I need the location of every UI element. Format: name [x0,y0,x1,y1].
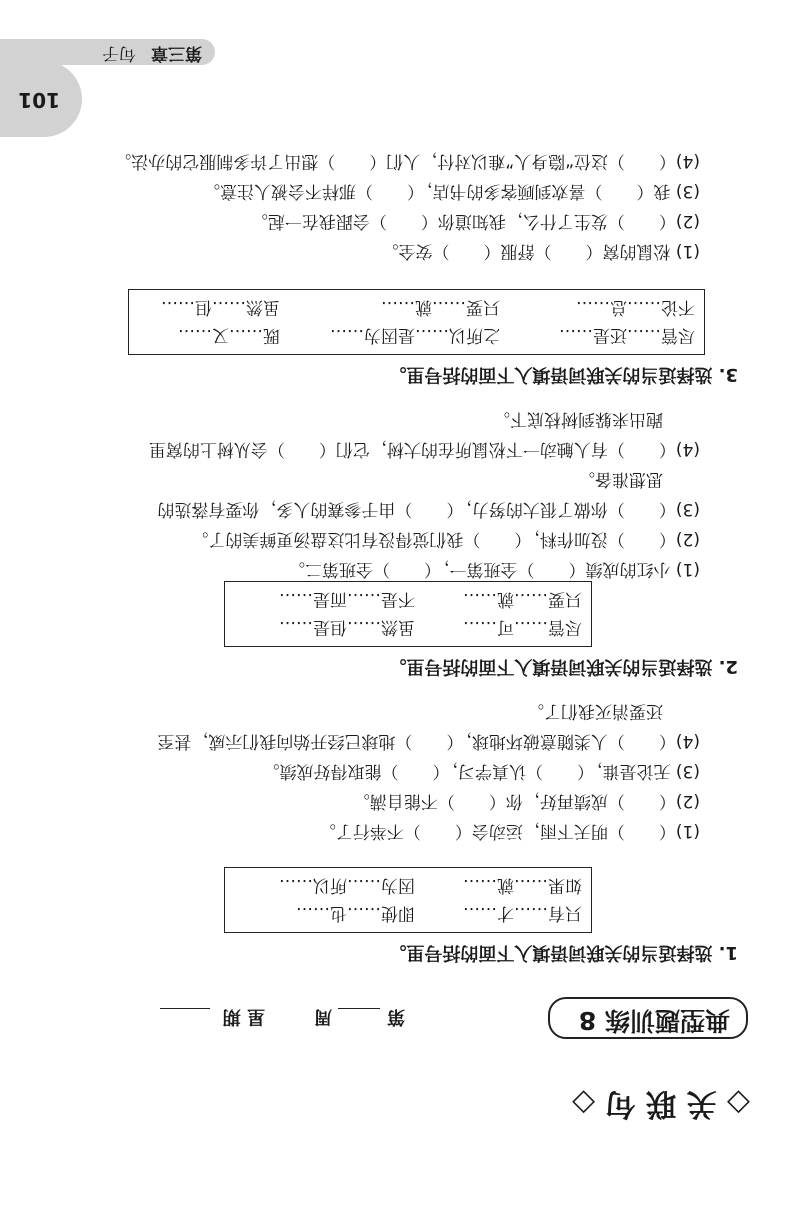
q3-word: 虽然……但…… [161,297,280,317]
q1-title: 1. 选择适当的关联词语填入下面的括号里。 [388,942,738,963]
section-label: 句子 [102,43,136,63]
q3-item: (3) 我（ ）喜欢到顾客多的书店，（ ）那样不会被人注意。 [203,181,700,201]
q2-item: (1) 小红的成绩（ ）全班第一，（ ）全班第二。 [288,559,700,579]
q3-item: (2)（ ）发生了什么，我知道你（ ）会跟我在一起。 [250,211,700,231]
q3-title: 3. 选择适当的关联词语填入下面的括号里。 [388,364,738,385]
q3-word: 既……又…… [178,325,280,345]
q1-item: (3) 无论是谁，（ ）认真学习，（ ）能取得好成绩。 [262,761,700,781]
q2-item: (3)（ ）你做了很大的努力，（ ）由于参赛的人多，你要有落选的 [157,499,700,519]
q1-item: (1)（ ）明天下雨，运动会（ ）不举行了。 [318,821,700,841]
q1-item-continued: 还要消灭我们了。 [527,701,663,721]
q3-word: 不论……总…… [576,297,695,317]
weekday-label: 星 期 [222,1006,265,1027]
q2-word: 尽管……可…… [463,617,582,637]
q1-word: 只有……才…… [463,903,582,923]
q2-word: 虽然……但是…… [279,617,415,637]
q3-item: (1) 松鼠的窝（ ）舒服（ ）安全。 [381,241,700,261]
q3-word: 之所以……是因为…… [330,325,500,345]
section-heading [572,1086,750,1120]
q1-item: (2)（ ）成绩再好，你（ ）不能自满。 [352,791,700,811]
training-badge-label: 典型题训练 8 [578,1006,730,1035]
week-mid: 周 [314,1006,332,1027]
q1-word: 即使……也…… [296,903,415,923]
q2-item-continued: 思想准备。 [578,469,663,489]
diamond-icon: ◇ [572,1086,596,1121]
diamond-icon: ◇ [726,1086,750,1121]
q2-word: 不是……而是…… [279,589,415,609]
q2-item: (4)（ ）有人触动一下松鼠所在的大树，它们（ ）会从树上的窝里 [148,439,700,459]
week-blank [338,1008,380,1009]
weekday-blank [160,1008,210,1009]
page-number: 101 [18,88,60,112]
q3-item: (4)（ ）这位“隐身人”难以对付，人们（ ）想出了许多制服它的办法。 [114,151,700,171]
q2-item: (2)（ ）没加作料，（ ）我们觉得没有比这盘汤更鲜美的了。 [191,529,700,549]
q1-word: 如果……就…… [463,875,582,895]
section-title: 关 联 句 [605,1086,717,1121]
chapter-label: 第三章 [151,43,202,63]
q3-word: 尽管……还是…… [559,325,695,345]
q1-word: 因为……所以…… [279,875,415,895]
q2-word: 只要……就…… [463,589,582,609]
q3-word: 只要……就…… [381,297,500,317]
q2-item-continued: 跑出来躲到树枝底下。 [493,409,663,429]
q1-item: (4)（ ）人类随意破坏地球，（ ）地球已经开始向我们示威，甚至 [157,731,700,751]
q2-title: 2. 选择适当的关联词语填入下面的括号里。 [388,656,738,677]
week-prefix: 第 [387,1006,405,1027]
